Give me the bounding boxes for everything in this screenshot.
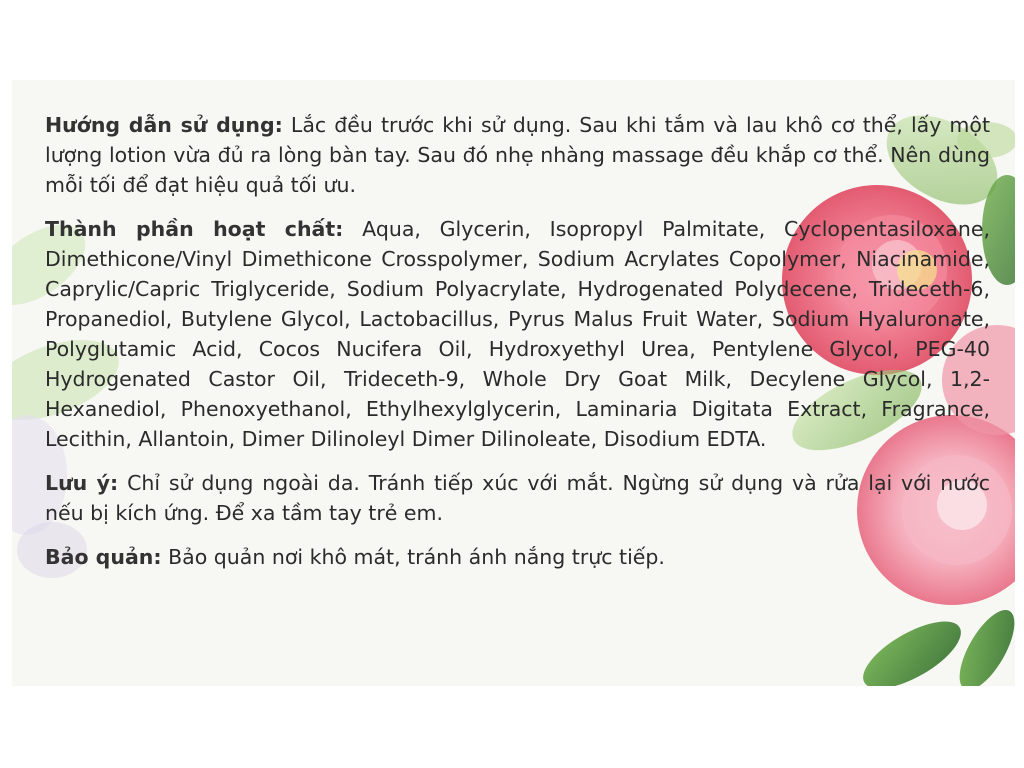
note-heading: Lưu ý: xyxy=(45,471,119,495)
ingredients-text: Aqua, Glycerin, Isopropyl Palmitate, Cyclopentasiloxane, Dimethicone/Vinyl Dimethicone Crosspolymer, Sodium Acrylates Copolymer, Niacinamide, Caprylic/Capric Triglyceride, Sodium Polyacrylate, Hydrogenated Polydecene, Trideceth-6, Propanediol, Butylene Glycol, Lactobacillus, Pyrus Malus Fruit Water, Sodium Hyaluronate, Polyglutamic Acid, Cocos Nucifera Oil, Hydroxyethyl Urea, Pentylene Glycol, PEG-40 Hydrogenated Castor Oil, Trideceth-9, Whole Dry Goat Milk, Decylene Glycol, 1,2- Hexanediol, Phenoxyethanol, Ethylhexylglycerin, Laminaria Digitata Extract, Fragrance, Lecithin, Allantoin, Dimer Dilinoleyl Dimer Dilinoleate, Disodium EDTA. xyxy=(45,217,990,451)
usage-text: Lắc đều trước khi sử dụng. Sau khi tắm và lau khô cơ thể, lấy một lượng lotion vừa đủ ra lòng bàn tay. Sau đó nhẹ nhàng massage đều khắp cơ thể. Nên dùng mỗi tối để đạt hiệu quả tối ưu. xyxy=(45,113,990,197)
ingredients-heading: Thành phần hoạt chất: xyxy=(45,217,344,241)
product-label xyxy=(12,80,1015,686)
storage-text: Bảo quản nơi khô mát, tránh ánh nắng trực tiếp. xyxy=(161,545,665,569)
usage-heading: Hướng dẫn sử dụng: xyxy=(45,113,283,137)
label-text xyxy=(45,110,990,586)
storage-section xyxy=(45,542,990,572)
note-text: Chỉ sử dụng ngoài da. Tránh tiếp xúc với mắt. Ngừng sử dụng và rửa lại với nước nếu bị kích ứng. Để xa tầm tay trẻ em. xyxy=(45,471,990,525)
note-section xyxy=(45,468,990,528)
ingredients-section xyxy=(45,214,990,454)
usage-section xyxy=(45,110,990,200)
storage-heading: Bảo quản: xyxy=(45,545,162,569)
